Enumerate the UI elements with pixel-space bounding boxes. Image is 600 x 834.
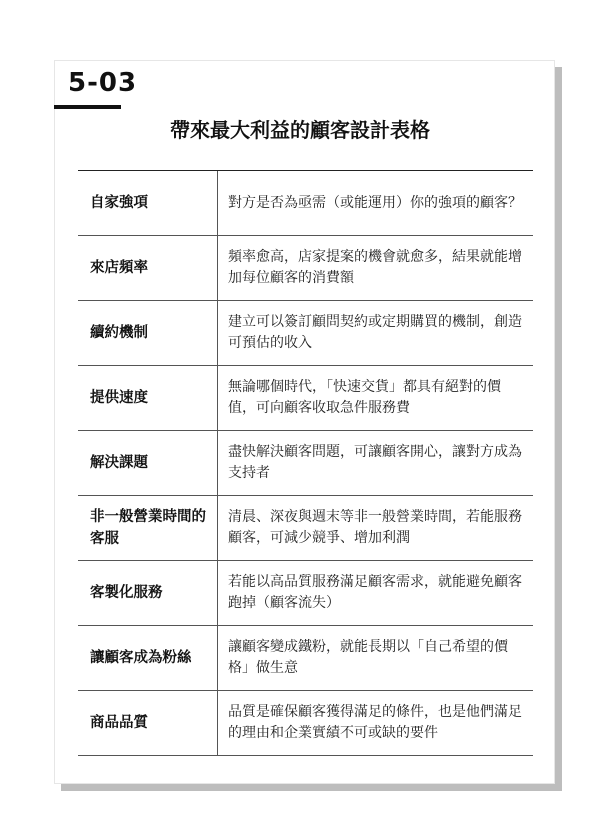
row-label: 客製化服務 <box>78 561 218 625</box>
table-row <box>78 496 533 561</box>
section-underline <box>54 105 121 109</box>
table-row <box>78 301 533 366</box>
table-row <box>78 171 533 236</box>
row-description: 盡快解決顧客問題，可讓顧客開心，讓對方成為支持者 <box>228 444 522 481</box>
table-row <box>78 561 533 626</box>
section-number: 5-03 <box>68 68 138 98</box>
row-description: 若能以高品質服務滿足顧客需求，就能避免顧客跑掉（顧客流失） <box>228 574 522 611</box>
row-label: 來店頻率 <box>78 236 218 300</box>
row-description: 無論哪個時代，「快速交貨」都具有絕對的價值，可向顧客收取急件服務費 <box>228 379 501 416</box>
row-label: 商品品質 <box>78 691 218 755</box>
row-description: 清晨、深夜與週末等非一般營業時間，若能服務顧客，可減少競爭、增加利潤 <box>228 509 522 546</box>
row-description: 讓顧客變成鐵粉，就能長期以「自己希望的價格」做生意 <box>228 639 508 676</box>
row-description: 對方是否為亟需（或能運用）你的強項的顧客？ <box>228 194 522 211</box>
row-label: 自家強項 <box>78 171 218 235</box>
table-row <box>78 626 533 691</box>
page-title: 帶來最大利益的顧客設計表格 <box>170 118 430 142</box>
row-label: 非一般營業時間的客服 <box>78 496 218 560</box>
row-label: 解決課題 <box>78 431 218 495</box>
row-description: 建立可以簽訂顧問契約或定期購買的機制，創造可預估的收入 <box>228 314 522 351</box>
table-row <box>78 236 533 301</box>
row-label: 續約機制 <box>78 301 218 365</box>
table-row <box>78 691 533 756</box>
row-label: 提供速度 <box>78 366 218 430</box>
customer-design-table <box>78 170 533 756</box>
row-description: 頻率愈高，店家提案的機會就愈多，結果就能增加每位顧客的消費額 <box>228 249 522 286</box>
row-label: 讓顧客成為粉絲 <box>78 626 218 690</box>
table-row <box>78 366 533 431</box>
row-description: 品質是確保顧客獲得滿足的條件，也是他們滿足的理由和企業實績不可或缺的要件 <box>228 704 522 741</box>
table-row <box>78 431 533 496</box>
